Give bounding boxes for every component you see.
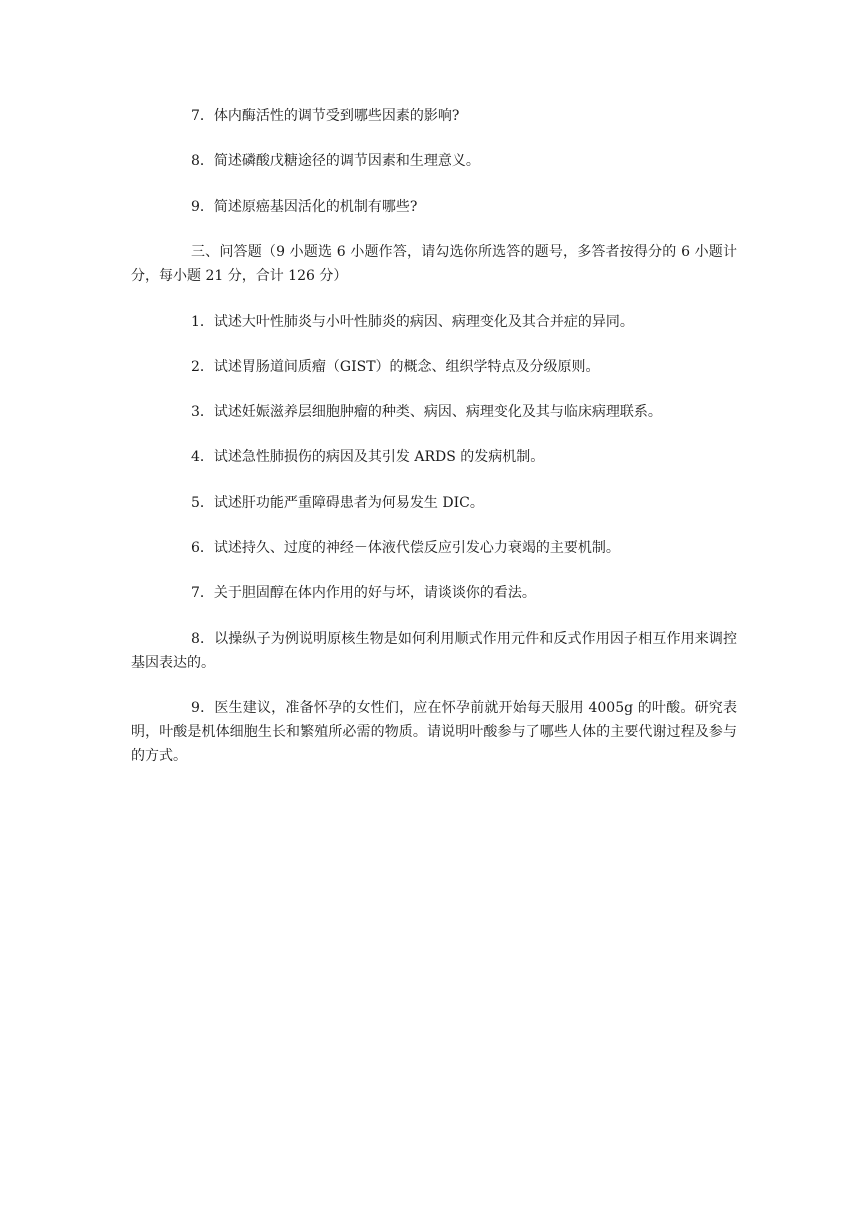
question-item: 7．关于胆固醇在体内作用的好与坏，请谈谈你的看法。 — [191, 585, 536, 601]
question-item: 9．简述原癌基因活化的机制有哪些? — [191, 199, 418, 215]
question-item: 9．医生建议，准备怀孕的女性们，应在怀孕前就开始每天服用 4005g 的叶酸。研究表明，叶酸是机体细胞生长和繁殖所必需的物质。请说明叶酸参与了哪些人体的主要代谢过程及参与的方式。 — [131, 700, 737, 764]
question-item: 6．试述持久、过度的神经－体液代偿反应引发心力衰竭的主要机制。 — [191, 540, 620, 556]
question-item: 1．试述大叶性肺炎与小叶性肺炎的病因、病理变化及其合并症的异同。 — [191, 314, 634, 330]
question-item: 4．试述急性肺损伤的病因及其引发 ARDS 的发病机制。 — [191, 449, 545, 465]
question-item: 3．试述妊娠滋养层细胞肿瘤的种类、病因、病理变化及其与临床病理联系。 — [191, 404, 662, 420]
question-item: 2．试述胃肠道间质瘤（GIST）的概念、组织学特点及分级原则。 — [191, 359, 600, 375]
question-item: 7．体内酶活性的调节受到哪些因素的影响? — [191, 108, 460, 124]
question-item: 5．试述肝功能严重障碍患者为何易发生 DIC。 — [191, 495, 484, 511]
section-heading: 三、问答题（9 小题选 6 小题作答，请勾选你所选答的题号，多答者按得分的 6 小题计分，每小题 21 分，合计 126 分） — [131, 244, 737, 284]
question-item: 8．以操纵子为例说明原核生物是如何利用顺式作用元件和反式作用因子相互作用来调控基因表达的。 — [131, 631, 737, 671]
question-item: 8．简述磷酸戊糖途径的调节因素和生理意义。 — [191, 153, 480, 169]
